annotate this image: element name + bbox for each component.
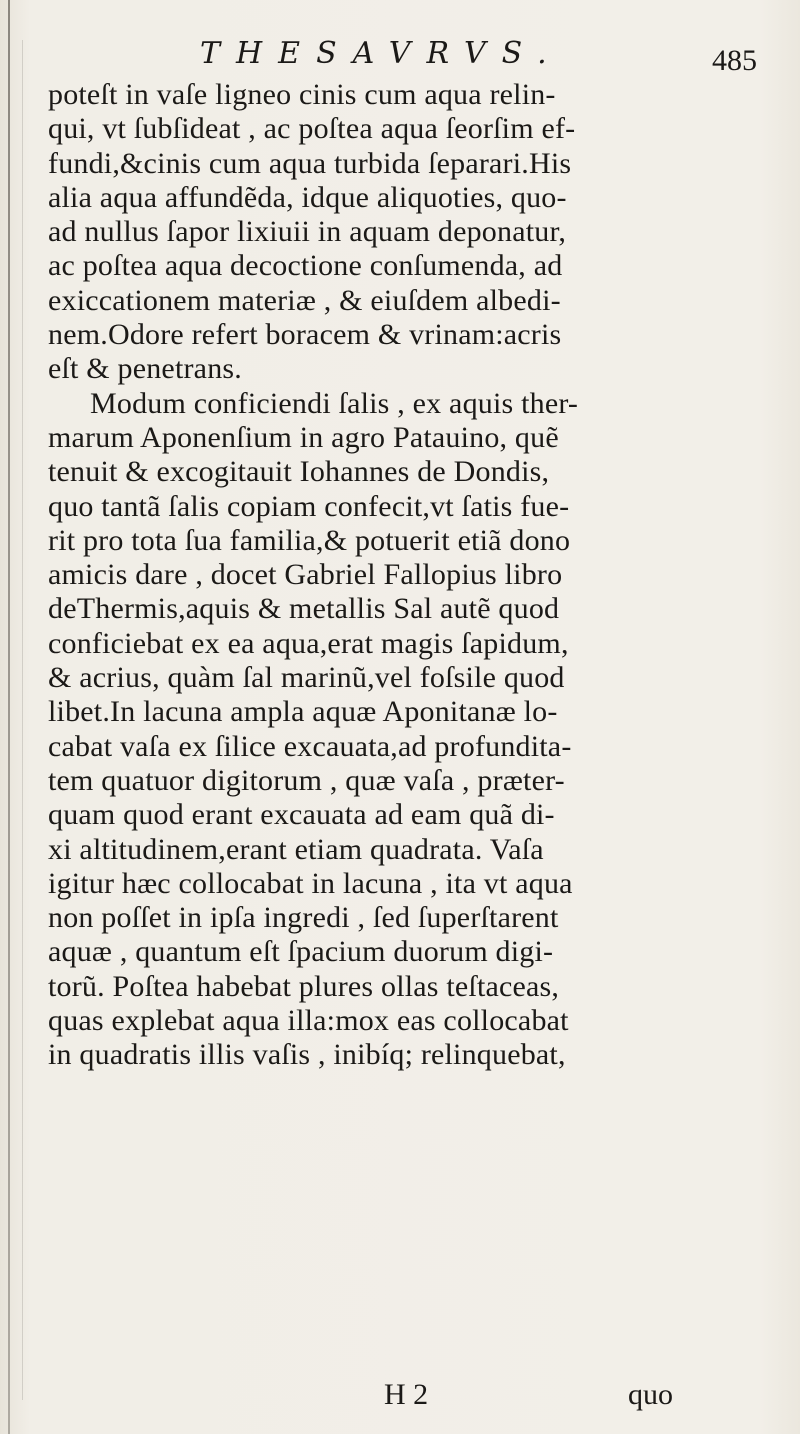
text-line: amicis dare , docet Gabriel Fallopius libro — [48, 558, 563, 592]
text-line: conficiebat ex ea aqua,erat magis ſapidum, — [48, 626, 569, 660]
text-line: poteſt in vaſe ligneo cinis cum aqua relin- — [48, 78, 556, 111]
text-line: ad nullus ſapor lixiuii in aquam deponatur, — [48, 215, 567, 249]
text-line: ac poſtea aqua decoctione conſumenda, ad — [48, 249, 563, 283]
signature-mark: H 2 — [384, 1378, 429, 1411]
text-line: Modum conficiendi ſalis , ex aquis ther- — [90, 386, 579, 420]
text-line: non poſſet in ipſa ingredi , ſed ſuperſtarent — [48, 901, 559, 935]
text-line: marum Aponenſium in agro Patauino, quẽ — [48, 420, 559, 454]
body-text — [48, 78, 770, 1073]
text-line: tenuit & excogitauit Iohannes de Dondis, — [48, 455, 550, 489]
text-line: exiccationem materiæ , & eiuſdem albedi- — [48, 283, 561, 317]
text-line: rit pro tota ſua familia,& potuerit etiã dono — [48, 523, 571, 557]
text-line: cabat vaſa ex ſilice excauata,ad profundita- — [48, 729, 572, 763]
text-line: fundi,&cinis cum aqua turbida ſeparari.His — [48, 146, 572, 180]
text-line: igitur hæc collocabat in lacuna , ita vt aqua — [48, 866, 573, 900]
text-line: alia aqua affundẽda, idque aliquoties, quo- — [48, 180, 567, 214]
text-line: qui, vt ſubſideat , ac poſtea aqua ſeorſim ef- — [48, 112, 576, 146]
catchword: quo — [628, 1378, 673, 1411]
text-line: xi altitudinem,erant etiam quadrata. Vaſa — [48, 832, 544, 866]
text-line: & acrius, quàm ſal marinũ,vel foſsile quod — [48, 661, 565, 695]
text-line: quas explebat aqua illa:mox eas collocabat — [48, 1004, 569, 1038]
text-line: in quadratis illis vaſis , inibíq; relinquebat, — [48, 1038, 566, 1072]
page-number: 485 — [712, 44, 757, 77]
text-line: aquæ , quantum eſt ſpacium duorum digi- — [48, 935, 554, 969]
text-line: libet.In lacuna ampla aquæ Aponitanæ lo- — [48, 695, 558, 729]
running-title: THESAVRVS. — [200, 36, 563, 71]
text-line: deThermis,aquis & metallis Sal autẽ quod — [48, 592, 560, 626]
text-line: quam quod erant excauata ad eam quã di- — [48, 798, 555, 832]
binding-gutter-shadow — [8, 0, 10, 1434]
text-line: tem quatuor digitorum , quæ vaſa , præter- — [48, 763, 565, 797]
page-edge-line — [22, 40, 23, 1400]
text-line: eſt & penetrans. — [48, 352, 242, 386]
text-line: quo tantã ſalis copiam confecit,vt ſatis fue- — [48, 489, 570, 523]
footer-line — [48, 1378, 770, 1418]
text-line: torũ. Poſtea habebat plures ollas teſtaceas, — [48, 969, 560, 1003]
text-line: nem.Odore refert boracem & vrinam:acris — [48, 318, 562, 352]
